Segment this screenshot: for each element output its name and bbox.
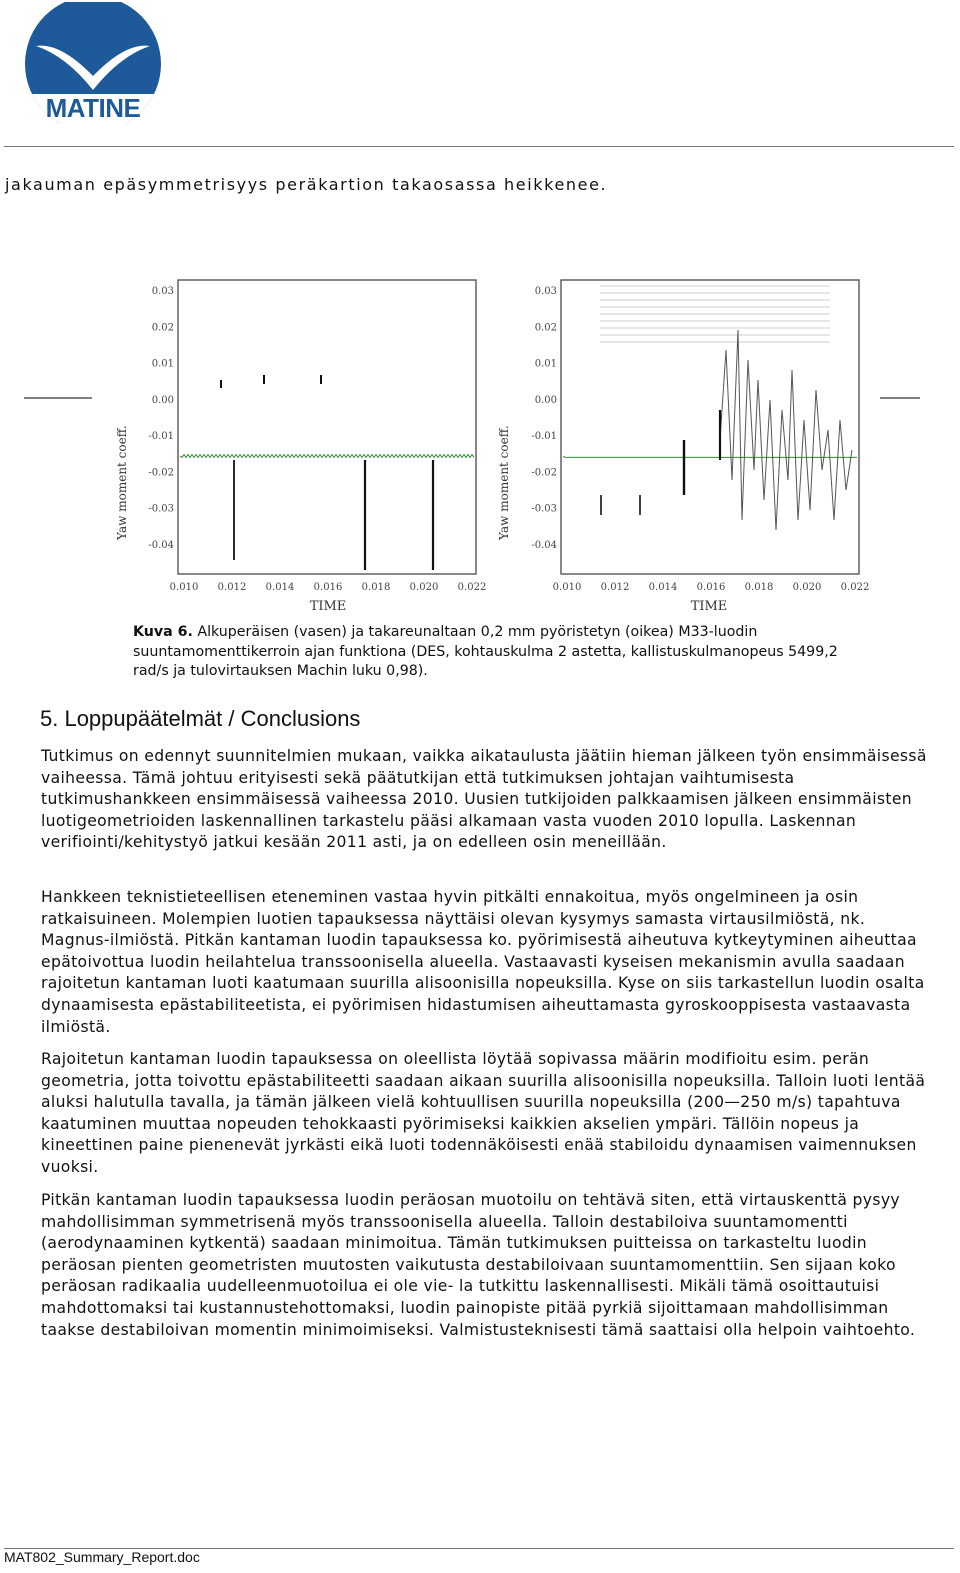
figure-yaw-moment [20, 270, 930, 620]
y-tick-label: -0.04 [148, 540, 174, 551]
section-heading: 5. Loppupäätelmät / Conclusions [40, 706, 361, 731]
left-ylabel: Yaw moment coeff. [115, 425, 129, 540]
left-xlabel: TIME [309, 599, 347, 614]
y-tick-label: -0.01 [531, 431, 557, 443]
header-rule [4, 146, 954, 147]
paragraph-2: Hankkeen teknistieteellisen eteneminen vastaa hyvin pitkälti ennakoitua, myös ongelmineen ja osin ratkaisuineen. Molempien luotien tapauksessa näyttäisi olevan kysymys samasta virtausilmiöstä, nk. Magnus-ilmiöstä. Pitkän kantaman luodin tapauksessa ko. pyörimisestä aiheutuva kytkeytyminen aiheuttaa epätoivottua luodin heilahtelua transsoonisella alueella. Vastaavasti kyseisen mekanismin avulla saadaan rajoitetun kantaman luoti kaatumaan suurilla alisoonisilla nopeuksilla. Kyse on siis tarkastellun luodin osalta dynaamisesta epästabiliteetista, ei pyörimisen hidastumisen aiheuttamasta gyroskooppisesta vastaavasta ilmiöstä. [41, 888, 925, 1036]
y-tick-label: -0.04 [531, 540, 557, 551]
x-tick-label: 0.020 [409, 582, 439, 593]
x-tick-label: 0.018 [361, 582, 391, 593]
x-tick-label: 0.018 [744, 582, 774, 593]
x-tick-label: 0.010 [169, 582, 199, 593]
y-tick-label: -0.02 [148, 467, 174, 479]
y-tick-label: 0.00 [151, 394, 174, 406]
y-tick-label: -0.01 [148, 431, 174, 443]
y-tick-label: 0.02 [151, 322, 174, 334]
y-tick-label: 0.01 [151, 358, 174, 370]
figure-caption [133, 623, 873, 682]
left-plot-frame [178, 280, 476, 574]
x-tick-label: 0.016 [696, 582, 726, 593]
right-ylabel: Yaw moment coeff. [497, 425, 511, 540]
x-tick-label: 0.014 [265, 582, 295, 593]
x-tick-label: 0.012 [600, 582, 630, 593]
x-tick-label: 0.012 [217, 582, 247, 593]
intro-line: jakauman epäsymmetrisyys peräkartion takaosassa heikkenee. [5, 175, 608, 194]
paragraph-4: Pitkän kantaman luodin tapauksessa luodin peräosan muotoilu on tehtävä siten, että virtauskenttä pysyy mahdollisimman symmetrisenä myös transsoonisella alueella. Talloin destabiloiva suuntamomentti (aerodynaaminen kytkentä) saadaan minimoitua. Tämän tutkimuksen puitteissa on tarkasteltu luodin peräosan pienten geometristen muutosten vaikutusta destabiloivaan suuntamomenttiin. Sen sijaan koko peräosan radikaalia uudelleenmuotoilua ei ole vie- la tutkittu laskennallisesti. Mikäli tämä osoittautuisi mahdottomaksi tai kustannustehottomaksi, luodin painopiste pitää pyrkiä sijoittamaan mahdollisimman taakse destabiloivan momentin minimoimiseksi. Valmistusteknisesti tämä saattaisi olla helpoin vaihtoehto. [41, 1191, 916, 1339]
y-tick-label: -0.02 [531, 467, 557, 479]
caption-label: Kuva 6. [133, 624, 193, 640]
footer-filename: MAT802_Summary_Report.doc [4, 1549, 200, 1565]
y-tick-label: 0.03 [534, 286, 557, 297]
x-tick-label: 0.020 [792, 582, 822, 593]
right-xlabel: TIME [690, 599, 728, 614]
matine-logo-graphic [22, 2, 164, 124]
paragraph-3: Rajoitetun kantaman luodin tapauksessa on oleellista löytää sopivassa määrin modifioitu esim. perän geometria, jotta toivottu epästabiliteetti saadaan aikaan suurilla alisoonisilla nopeuksilla. Talloin luoti lentää aluksi halutulla tavalla, ja tämän jälkeen vielä kohtuullisen suurilla nopeuksilla (200—250 m/s) tapahtuva kaatuminen muuttaa nopeuden tehokkaasti pyörimiseksi kaikkien akselien ympäri. Tällöin nopeus ja kineettinen paine pienenevät jyrkästi eikä luoti todennäköisesti enää stabiloidu dynaamisen vaimennuksen vuoksi. [41, 1050, 926, 1176]
caption-text: Alkuperäisen (vasen) ja takareunaltaan 0,2 mm pyöristetyn (oikea) M33-luodin suuntamomenttikerroin ajan funktiona (DES, kohtauskulma 2 astetta, kallistuskulmanopeus 5499,2 rad/s ja tulovirtauksen Machin luku 0,98). [133, 624, 838, 679]
x-tick-label: 0.010 [552, 582, 582, 593]
y-tick-label: 0.02 [534, 322, 557, 334]
matine-logo [22, 2, 164, 124]
x-tick-label: 0.016 [313, 582, 343, 593]
left-plot [115, 280, 486, 614]
figure-svg [20, 270, 930, 620]
y-tick-label: -0.03 [148, 503, 174, 515]
y-tick-label: -0.03 [531, 503, 557, 515]
y-tick-label: 0.03 [151, 286, 174, 297]
paragraph-1: Tutkimus on edennyt suunnitelmien mukaan, vaikka aikataulusta jäätiin hieman jälkeen työn ensimmäisessä vaiheessa. Tämä johtuu erityisesti sekä päätutkijan että tutkimuksen johtajan vaihtumisesta tutkimushankkeen ensimmäisessä vaiheessa 2010. Uusien tutkijoiden palkkaamisen jälkeen ensimmäisten luotigeometrioiden laskennallinen tarkastelu pääsi alkamaan vasta vuoden 2010 lopulla. Laskennan verifiointi/kehitystyö jatkui kesään 2011 asti, ja on edelleen osin meneillään. [41, 747, 927, 852]
y-tick-label: 0.01 [534, 358, 557, 370]
x-tick-label: 0.014 [648, 582, 678, 593]
right-noise-trace [720, 330, 852, 530]
left-trace [180, 455, 474, 458]
right-plot [497, 280, 869, 614]
logo-wordmark: MATINE [45, 93, 141, 123]
y-tick-label: 0.00 [534, 394, 557, 406]
x-tick-label: 0.022 [840, 582, 870, 593]
x-tick-label: 0.022 [457, 582, 487, 593]
